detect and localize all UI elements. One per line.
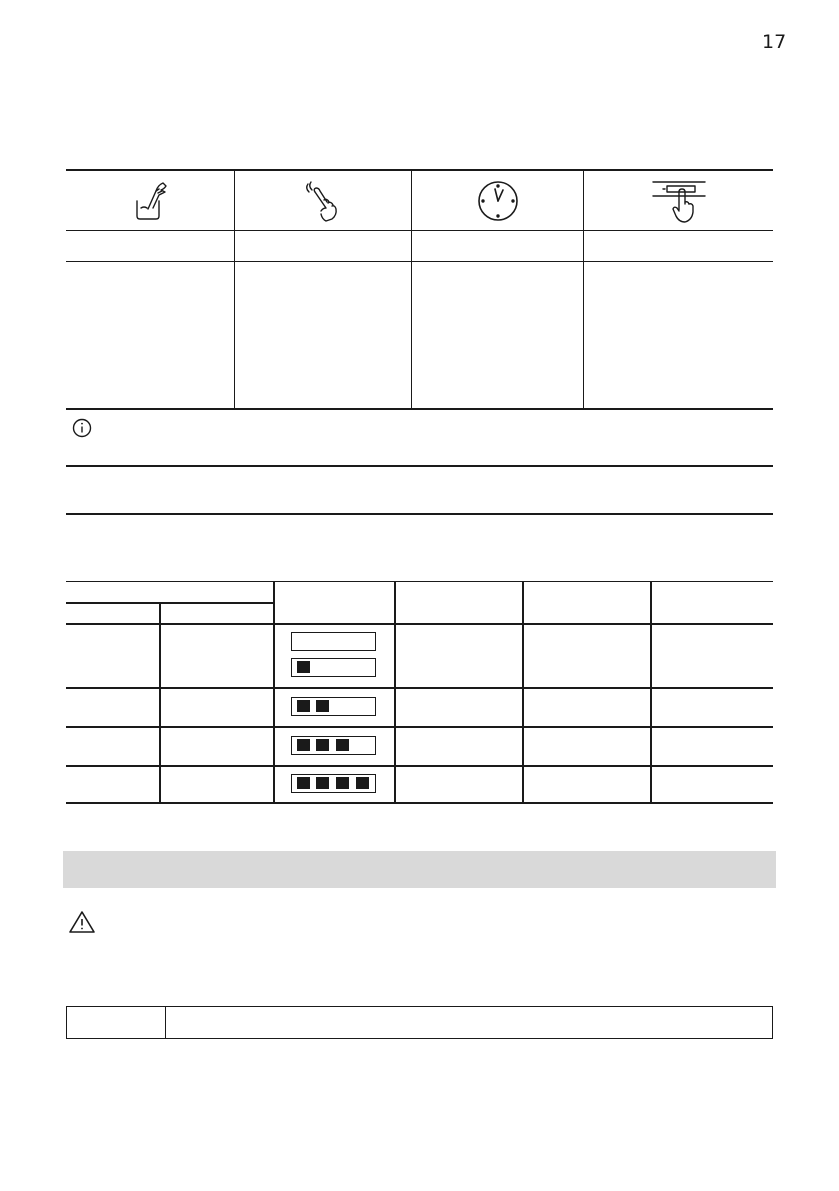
level-indicator-3 (291, 736, 376, 755)
hand-dipping-in-water-icon (128, 179, 172, 223)
level-indicator-2 (291, 697, 376, 716)
page-number: 17 (762, 31, 787, 53)
bottom-table (66, 1006, 773, 1039)
info-icon (72, 418, 92, 438)
finger-pressing-slider-icon (651, 178, 707, 224)
info-row (66, 408, 773, 465)
clock-icon (476, 179, 520, 223)
icon-cell-3 (411, 171, 583, 230)
icon-cell-4 (583, 171, 773, 230)
icon-row (66, 171, 773, 230)
table-row (66, 465, 773, 515)
level-indicator-1 (291, 658, 376, 677)
level-table (66, 581, 773, 804)
level-indicator-0 (291, 632, 376, 651)
table-row (66, 261, 773, 408)
icon-table (66, 169, 773, 515)
icon-cell-1 (66, 171, 234, 230)
hand-touch-swipe-icon (300, 178, 346, 224)
table-row (66, 230, 773, 261)
section-heading-bar (63, 851, 776, 888)
level-indicator-4 (291, 774, 376, 793)
warning-icon (68, 910, 96, 934)
icon-cell-2 (234, 171, 411, 230)
